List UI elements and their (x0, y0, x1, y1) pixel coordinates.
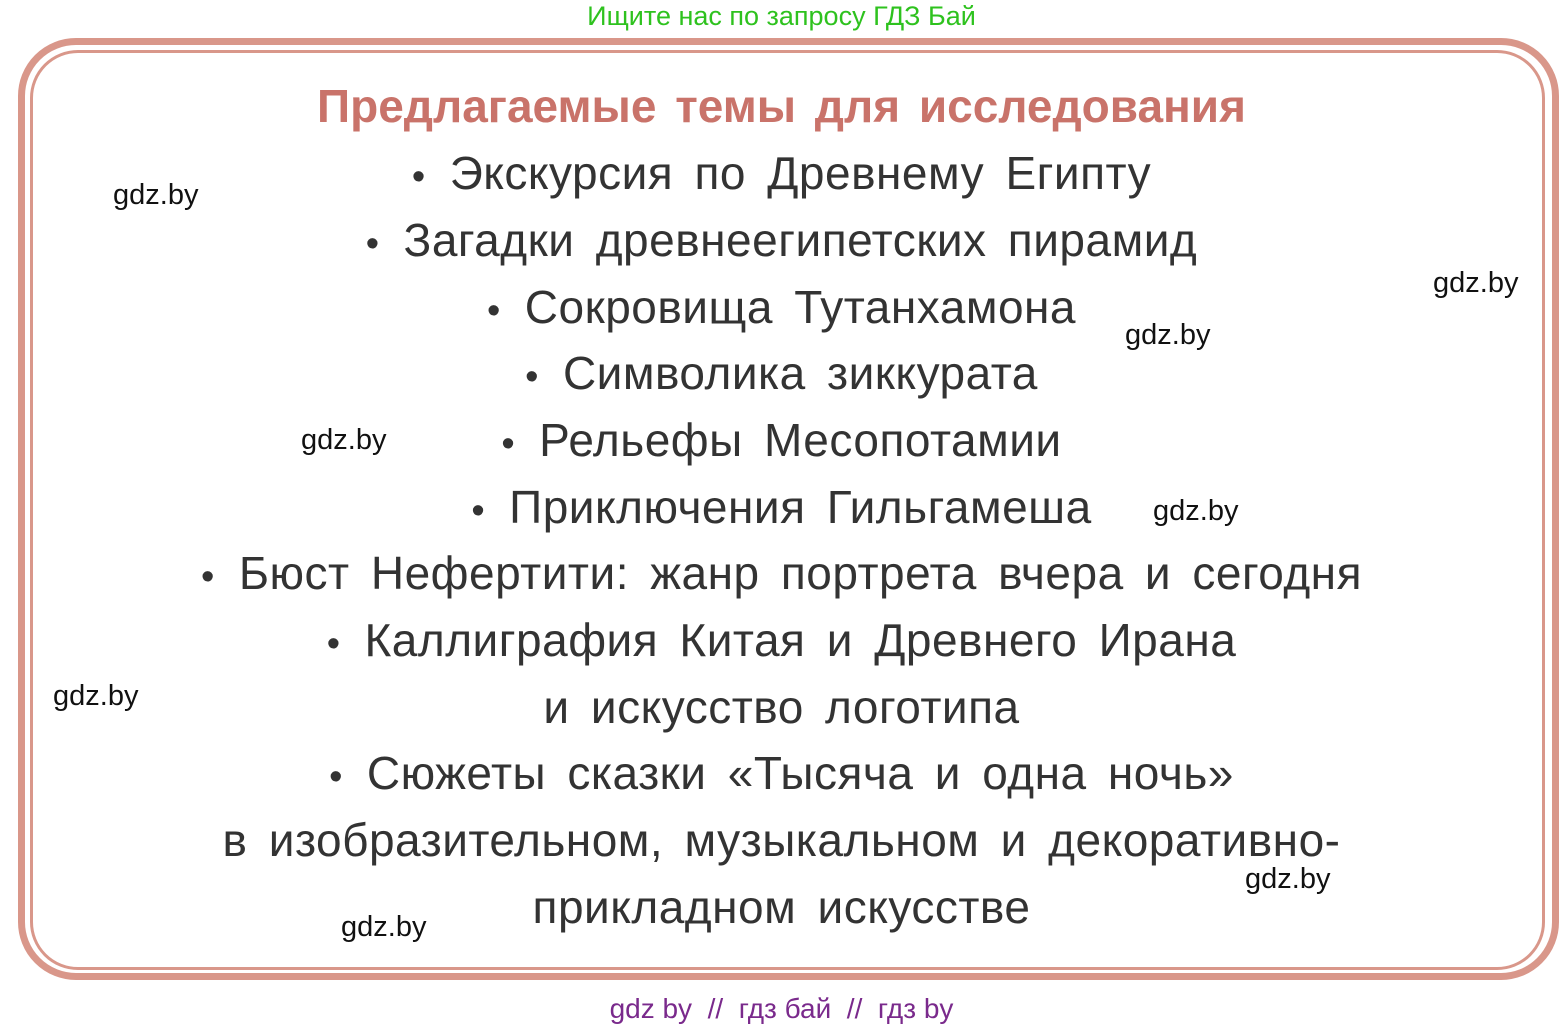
topic-text: Сокровища Тутанхамона (524, 281, 1077, 333)
watermark: gdz.by (1433, 267, 1519, 299)
topic-text: Экскурсия по Древнему Египту (449, 147, 1152, 199)
topic-text: Каллиграфия Китая и Древнего Ирана (364, 614, 1237, 666)
bullet-icon: • (329, 756, 343, 798)
topic-continuation: и искусство логотипа (543, 681, 1020, 733)
bullet-icon: • (486, 290, 501, 332)
watermark: gdz.by (1153, 495, 1239, 527)
topic-item (0, 140, 1563, 210)
watermark: gdz.by (53, 680, 139, 712)
bullet-icon: • (525, 356, 539, 398)
bullet-icon: • (501, 423, 516, 465)
bullet-icon: • (326, 623, 341, 665)
topic-item (0, 540, 1563, 610)
page-title: Предлагаемые темы для исследования (317, 80, 1246, 132)
topic-text: Символика зиккурата (562, 347, 1038, 399)
topic-item (0, 607, 1563, 677)
topic-text: Загадки древнеегипетских пирамид (403, 214, 1198, 266)
topic-continuation: прикладном искусстве (532, 881, 1031, 933)
topic-item (0, 274, 1563, 344)
watermark: gdz.by (1245, 863, 1331, 895)
topic-item (0, 474, 1563, 544)
topic-continuation: в изобразительном, музыкальном и декоративно- (222, 814, 1341, 866)
topic-item (0, 740, 1563, 810)
topic-text: Бюст Нефертити: жанр портрета вчера и сегодня (238, 547, 1362, 599)
topic-item (0, 207, 1563, 277)
bullet-icon: • (411, 156, 426, 198)
topic-text: Рельефы Месопотамии (539, 414, 1062, 466)
watermark: gdz.by (341, 911, 427, 943)
bullet-icon: • (471, 490, 486, 532)
watermark: gdz.by (301, 424, 387, 456)
topic-item (0, 407, 1563, 477)
bullet-icon: • (365, 223, 380, 265)
topic-text: Сюжеты сказки «Тысяча и одна ночь» (366, 747, 1234, 799)
topic-item (0, 340, 1563, 410)
watermark: gdz.by (113, 179, 199, 211)
watermark: gdz.by (1125, 319, 1211, 351)
bullet-icon: • (201, 556, 215, 598)
topic-text: Приключения Гильгамеша (509, 481, 1092, 533)
footer-watermark: gdz by // гдз бай // гдз by (609, 993, 954, 1024)
top-search-note: Ищите нас по запросу ГДЗ Бай (587, 1, 976, 31)
